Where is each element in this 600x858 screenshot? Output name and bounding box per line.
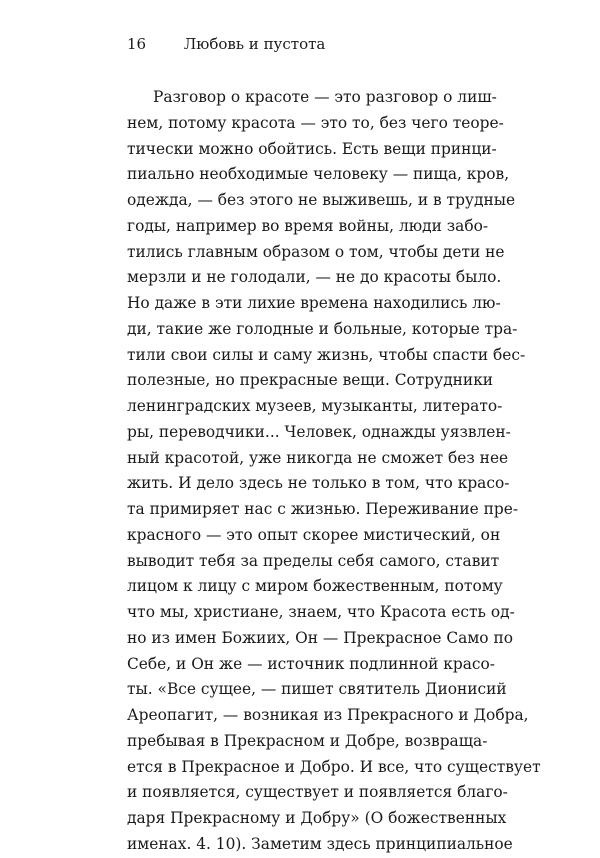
text-line: красного — это опыт скорее мистический, он <box>127 525 501 544</box>
text-line: даря Прекрасному и Добру» (О божественных <box>127 809 507 827</box>
text-line: выводит тебя за пределы себя самого, ставит <box>127 551 500 570</box>
text-line: пиально необходимые человеку — пища, кров, <box>127 165 510 184</box>
text-line: Разговор о красоте — это разговор о лиш- <box>153 88 497 106</box>
text-line: лицом к лицу с миром божественным, потому <box>127 577 503 596</box>
page-number: 16 <box>127 35 147 53</box>
text-line: ты. «Все сущее, — пишет святитель Дионисий <box>127 680 507 699</box>
text-line: Но даже в эти лихие времена находились лю- <box>127 294 501 312</box>
text-line: тились главным образом о том, чтобы дети не <box>127 242 505 261</box>
body-text <box>127 85 541 858</box>
text-line: ди, такие же голодные и больные, которые тра- <box>127 319 518 338</box>
text-line: годы, например во время войны, люди забо- <box>127 216 489 235</box>
text-line: ры, переводчики... Человек, однажды уязвлен- <box>127 422 511 441</box>
text-line: Ареопагит, — возникая из Прекрасного и Добра, <box>127 706 529 724</box>
text-line: жить. И дело здесь не только в том, что красо- <box>127 474 510 493</box>
running-head <box>127 34 487 54</box>
text-line: и появляется, существует и появляется благо- <box>127 783 508 802</box>
text-line: пребывая в Прекрасном и Добре, возвраща- <box>127 731 488 750</box>
text-line: но из имен Божиих, Он — Прекрасное Само по <box>127 628 513 647</box>
text-line: мерзли и не голодали, — не до красоты было. <box>127 268 502 287</box>
text-line: тически можно обойтись. Есть вещи принци- <box>127 139 497 158</box>
text-line: одежда, — без этого не выживешь, и в трудные <box>127 191 516 209</box>
text-line: ный красотой, уже никогда не сможет без нее <box>127 448 509 467</box>
text-line: полезные, но прекрасные вещи. Сотрудники <box>127 371 494 390</box>
text-line: тили свои силы и саму жизнь, чтобы спасти бес- <box>127 345 526 364</box>
text-line: Себе, и Он же — источник подлинной красо- <box>127 654 495 673</box>
text-line: нем, потому красота — это то, без чего теоре- <box>127 113 504 132</box>
text-line: что мы, христиане, знаем, что Красота есть од- <box>127 603 515 621</box>
text-line: ленинградских музеев, музыканты, литерато- <box>127 397 503 415</box>
text-line: та примиряет нас с жизнью. Переживание пре- <box>127 500 519 518</box>
text-line: ется в Прекрасное и Добро. И все, что существует <box>127 757 541 776</box>
text-line: именах. 4. 10). Заметим здесь принципиальное <box>127 834 513 853</box>
chapter-title: Любовь и пустота <box>183 35 326 53</box>
